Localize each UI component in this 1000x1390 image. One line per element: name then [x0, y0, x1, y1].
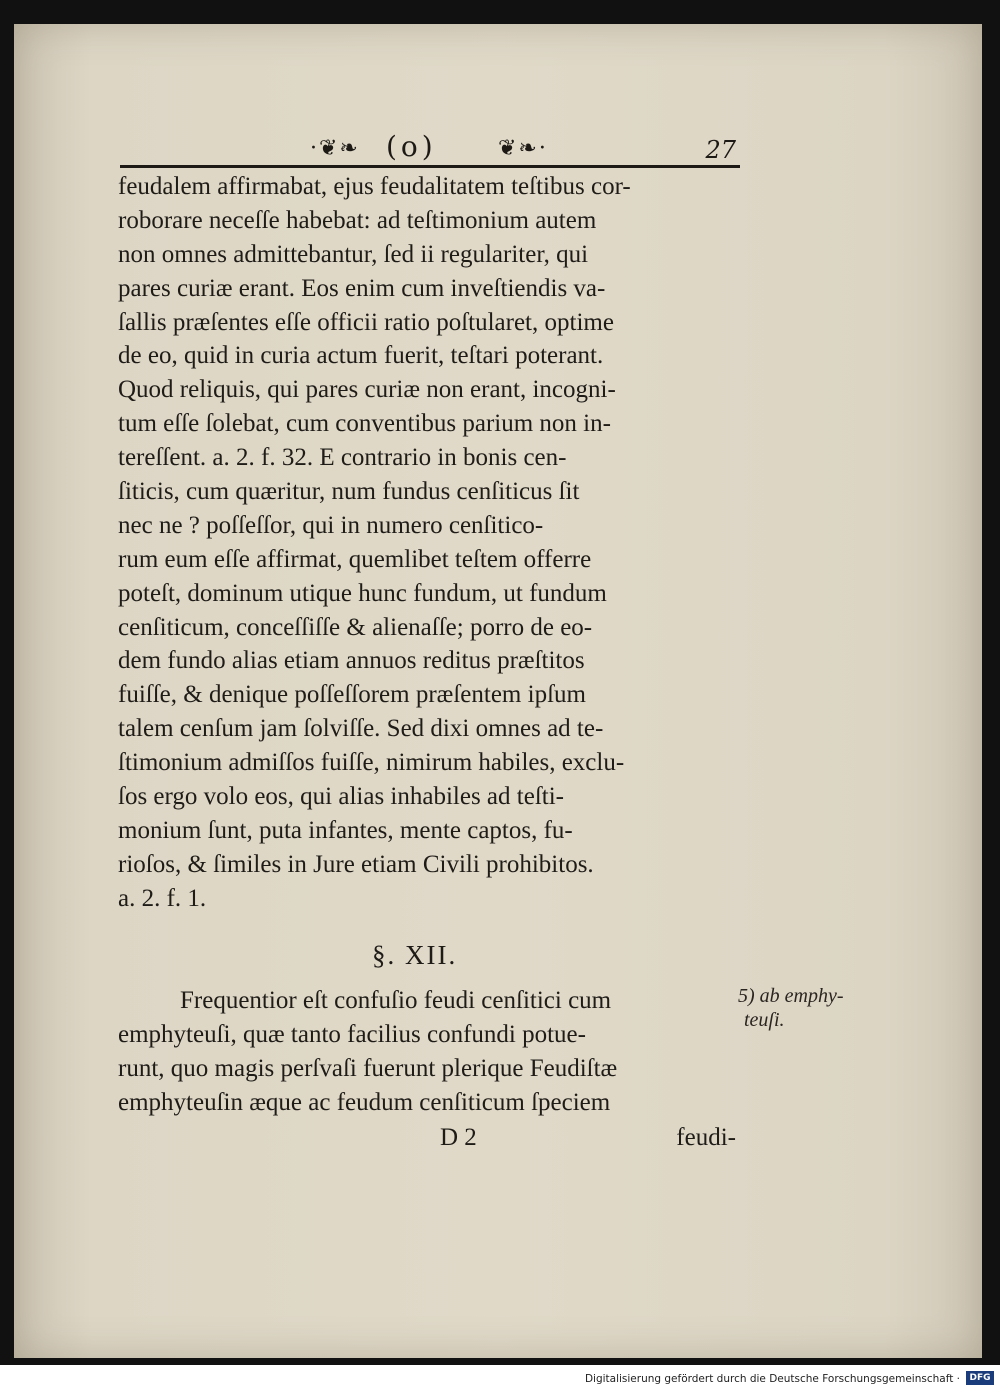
- running-head: (o): [386, 130, 437, 163]
- text-line: de eo, quid in curia actum fuerit, teſtari poterant.: [118, 342, 604, 370]
- text-line: dem fundo alias etiam annuos reditus præſtitos: [118, 647, 585, 675]
- text-line: emphyteuſi, quæ tanto facilius confundi potue-: [118, 1020, 586, 1048]
- section-heading: §. XII.: [372, 940, 458, 970]
- signature-mark: D 2: [440, 1124, 477, 1151]
- marginal-note: [738, 984, 868, 1032]
- text-line: non omnes admittebantur, ſed ii regulariter, qui: [118, 240, 589, 268]
- text-line: roborare neceſſe habebat: ad teſtimonium autem: [118, 206, 597, 234]
- text-line: talem cenſum jam ſolviſſe. Sed dixi omnes ad te-: [118, 715, 604, 743]
- text-line: rum eum eſſe affirmat, quemlibet teſtem offerre: [118, 545, 592, 573]
- ornament-left-icon: ·❦❧: [310, 136, 360, 161]
- marginal-note-line: 5) ab emphy-: [738, 985, 844, 1007]
- text-line: tereſſent. a. 2. f. 32. E contrario in bonis cen-: [118, 444, 567, 472]
- text-line: runt, quo magis perſvaſi fuerunt plerique Feudiſtæ: [118, 1054, 618, 1082]
- footer-bar: [0, 1365, 1000, 1390]
- text-line: ſallis præſentes eſſe officii ratio poſtularet, optime: [118, 308, 614, 336]
- text-line: Frequentior eſt confuſio feudi cenſitici cum: [180, 987, 612, 1014]
- text-line: ſtimonium admiſſos fuiſſe, nimirum habiles, exclu-: [118, 749, 625, 777]
- paragraph-1: [118, 170, 738, 916]
- text-line: Quod reliquis, qui pares curiæ non erant, incogni-: [118, 376, 616, 404]
- header-rule: [120, 165, 740, 168]
- text-line: feudalem affirmabat, ejus feudalitatem teſtibus cor-: [118, 173, 631, 200]
- paragraph-2: [118, 984, 738, 1120]
- text-line: fuiſſe, & denique poſſeſſorem præſentem ipſum: [118, 681, 586, 709]
- text-line: monium ſunt, puta infantes, mente captos, fu-: [118, 816, 573, 844]
- text-line: a. 2. f. 1.: [118, 884, 207, 912]
- text-line: rioſos, & ſimiles in Jure etiam Civili prohibitos.: [118, 850, 594, 878]
- catchword: feudi-: [676, 1124, 736, 1151]
- text-line: pares curiæ erant. Eos enim cum inveſtiendis va-: [118, 274, 606, 302]
- marginal-note-line: teuſi.: [744, 1009, 785, 1031]
- page-header: [300, 130, 740, 166]
- ornament-right-icon: ❦❧·: [498, 136, 548, 161]
- text-line: nec ne ? poſſeſſor, qui in numero cenſitico-: [118, 511, 544, 539]
- text-line: emphyteuſin æque ac feudum cenſiticum ſpeciem: [118, 1088, 611, 1116]
- text-line: tum eſſe ſolebat, cum conventibus parium non in-: [118, 410, 611, 438]
- text-line: ſiticis, cum quæritur, num fundus cenſiticus ſit: [118, 478, 580, 506]
- text-line: ſos ergo volo eos, qui alias inhabiles ad teſti-: [118, 783, 564, 811]
- text-line: poteſt, dominum utique hunc fundum, ut fundum: [118, 579, 607, 607]
- dfg-logo: DFG: [966, 1371, 994, 1385]
- text-line: cenſiticum, conceſſiſſe & alienaſſe; porro de eo-: [118, 613, 593, 641]
- funding-credit: Digitalisierung gefördert durch die Deutsche Forschungsgemeinschaft ·: [584, 1373, 960, 1385]
- page-number: 27: [705, 136, 736, 164]
